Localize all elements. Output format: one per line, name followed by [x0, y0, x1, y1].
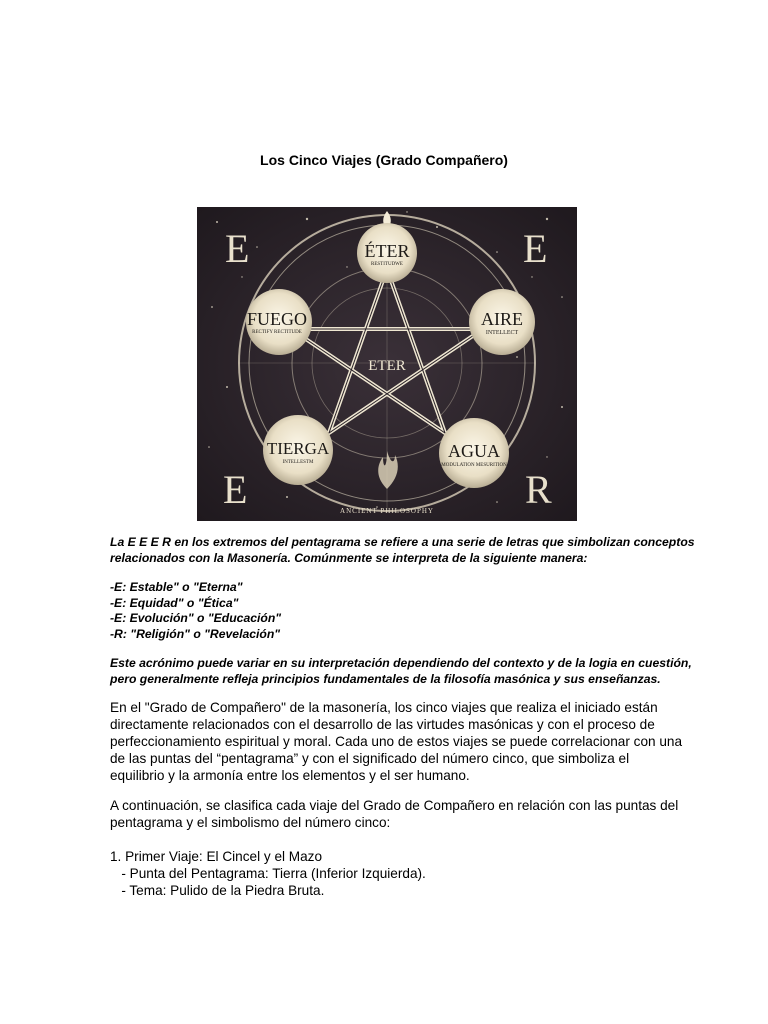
node-sub-agua: MODULATION MESURITION [441, 463, 507, 468]
letter-item: -E: Evolución" o "Educación" [110, 611, 282, 626]
paragraph-line: A continuación, se clasifica cada viaje del Grado de Compañero en relación con las puntas del [110, 798, 679, 813]
node-label-fuego: FUEGO [246, 309, 308, 329]
node-sub-fuego: RECTIFY RECTITUDE [252, 330, 302, 335]
note-line: Este acrónimo puede variar en su interpretación dependiendo del contexto y de la logia en cuestión, [110, 656, 692, 670]
corner-letter-top-right: E [523, 226, 548, 271]
paragraph-line: equilibrio y la armonía entre los elementos y el ser humano. [110, 768, 470, 783]
intro-line: relacionados con la Masonería. Comúnmente se interpreta de la siguiente manera: [110, 550, 588, 565]
corner-letter-bottom-right: R [525, 467, 552, 512]
node-sub-tierga: INTELLESTM [282, 460, 314, 465]
paragraph-line: En el "Grado de Compañero" de la masonería, los cinco viajes que realiza el iniciado están [110, 700, 658, 715]
note-paragraph [110, 656, 692, 687]
node-label-eter: ÉTER [364, 241, 410, 261]
list-item: - Tema: Pulido de la Piedra Bruta. [110, 883, 325, 898]
intro-line: La E E E R en los extremos del pentagrama se refiere a una serie de letras que simbolizan conceptos [110, 535, 695, 549]
letter-item: -E: Equidad" o "Ética" [110, 595, 239, 610]
pentagram-illustration [197, 207, 577, 521]
node-label-aire: AIRE [481, 309, 523, 329]
letters-list [110, 580, 658, 642]
letter-item: -R: "Religión" o "Revelación" [110, 626, 281, 641]
travel-list [110, 848, 658, 899]
corner-letter-top-left: E [225, 226, 250, 271]
list-item: 1. Primer Viaje: El Cincel y el Mazo [110, 849, 323, 864]
note-line: pero generalmente refleja principios fundamentales de la filosofía masónica y sus enseñanzas. [110, 671, 661, 686]
document-title: Los Cinco Viajes (Grado Compañero) [260, 152, 508, 168]
figure-caption: ANCIENT PHILOSOPHY [340, 507, 434, 515]
body-paragraph-2 [110, 797, 679, 831]
paragraph-line: pentagrama y el simbolismo del número cinco: [110, 815, 391, 830]
center-label: ETER [368, 358, 406, 374]
letter-item: -E: Estable" o "Eterna" [110, 580, 243, 594]
list-item: - Punta del Pentagrama: Tierra (Inferior Izquierda). [110, 866, 426, 881]
paragraph-line: perfeccionamiento espiritual y moral. Cada uno de estos viajes se puede correlacionar con una [110, 734, 683, 749]
node-sub-eter: RESTITUDWE [371, 262, 403, 267]
paragraph-line: directamente relacionados con el desarrollo de las virtudes masónicas y con el proceso de [110, 717, 655, 732]
body-paragraph-1 [110, 699, 683, 784]
corner-letter-bottom-left: E [223, 467, 248, 512]
node-label-agua: AGUA [448, 441, 500, 461]
node-sub-aire: INTELLECT [485, 330, 519, 336]
paragraph-line: de las puntas del “pentagrama” y con el significado del número cinco, que simboliza el [110, 751, 630, 766]
intro-paragraph [110, 535, 695, 566]
node-label-tierga: TIERGA [266, 439, 330, 458]
